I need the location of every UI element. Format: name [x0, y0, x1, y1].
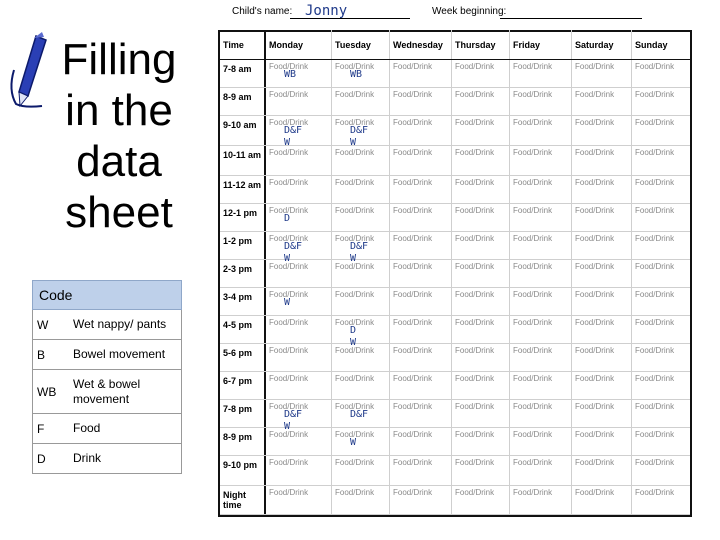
food-drink-cell[interactable]: Food/Drink — [635, 374, 675, 383]
time-slot-label: 11-12 am — [220, 176, 266, 203]
handwritten-entry: D&F — [350, 241, 369, 252]
food-drink-cell[interactable]: Food/Drink — [266, 88, 332, 115]
food-drink-cell[interactable]: Food/Drink — [332, 176, 390, 203]
food-drink-cell[interactable]: Food/Drink — [635, 346, 675, 355]
handwritten-entry: D&F — [350, 409, 369, 420]
food-drink-cell[interactable]: Food/Drink — [452, 116, 510, 145]
code-row — [32, 444, 182, 474]
food-drink-cell[interactable]: Food/Drink — [510, 60, 572, 87]
food-drink-cell[interactable]: Food/Drink — [572, 316, 632, 343]
food-drink-cell[interactable]: Food/Drink — [635, 206, 675, 215]
child-name-label: Child's name: — [232, 6, 293, 17]
handwritten-entry: D — [350, 325, 357, 336]
time-slot-label: 2-3 pm — [220, 260, 266, 287]
food-drink-cell[interactable]: Food/Drink — [390, 146, 452, 175]
food-drink-cell[interactable]: Food/Drink — [572, 486, 632, 514]
code-key: W — [37, 317, 49, 332]
slide-title — [50, 34, 188, 238]
food-drink-cell[interactable]: Food/Drink — [510, 372, 572, 399]
food-drink-cell[interactable]: Food/Drink — [572, 232, 632, 259]
food-drink-cell[interactable]: Food/Drink — [332, 372, 390, 399]
column-header-saturday: Saturday — [572, 30, 632, 59]
code-key: F — [37, 421, 45, 436]
food-drink-cell[interactable]: Food/Drink — [635, 234, 675, 243]
handwritten-entry: W — [284, 421, 291, 432]
title-line: sheet — [65, 188, 173, 237]
title-line: in the — [65, 86, 173, 135]
food-drink-cell[interactable]: Food/Drink — [266, 288, 332, 315]
food-drink-cell[interactable]: Food/Drink — [510, 176, 572, 203]
food-drink-cell[interactable]: Food/Drink — [452, 232, 510, 259]
food-drink-cell[interactable]: Food/Drink — [635, 62, 675, 71]
food-drink-cell[interactable]: Food/Drink — [266, 260, 332, 287]
food-drink-cell[interactable]: Food/Drink — [510, 288, 572, 315]
time-slot-label: 6-7 pm — [220, 372, 266, 399]
food-drink-cell[interactable]: Food/Drink — [572, 60, 632, 87]
food-drink-cell[interactable]: Food/Drink — [332, 116, 390, 145]
column-header-thursday: Thursday — [452, 30, 510, 59]
time-slot-label: 1-2 pm — [220, 232, 266, 259]
column-header-sunday: Sunday — [635, 40, 668, 50]
food-drink-cell[interactable]: Food/Drink — [635, 262, 675, 271]
food-drink-cell[interactable]: Food/Drink — [572, 204, 632, 231]
food-drink-cell[interactable]: Food/Drink — [572, 428, 632, 455]
code-key: D — [37, 451, 46, 466]
handwritten-entry: W — [350, 437, 357, 448]
handwritten-entry: W — [284, 137, 291, 148]
column-header-time: Time — [220, 30, 266, 59]
table-row — [220, 204, 690, 232]
food-drink-cell[interactable]: Food/Drink — [266, 372, 332, 399]
food-drink-cell[interactable]: Food/Drink — [332, 456, 390, 485]
food-drink-cell[interactable]: Food/Drink — [510, 400, 572, 427]
food-drink-cell[interactable]: Food/Drink — [572, 260, 632, 287]
food-drink-cell[interactable]: Food/Drink — [452, 372, 510, 399]
handwritten-entry: W — [284, 253, 291, 264]
handwritten-entry: W — [284, 297, 291, 308]
food-drink-cell[interactable]: Food/Drink — [332, 204, 390, 231]
table-row — [220, 260, 690, 288]
food-drink-cell[interactable]: Food/Drink — [635, 402, 675, 411]
food-drink-cell[interactable]: Food/Drink — [266, 428, 332, 455]
code-legend-header: Code — [32, 280, 182, 310]
time-slot-label: 10-11 am — [220, 146, 266, 175]
food-drink-cell[interactable]: Food/Drink — [635, 118, 675, 127]
food-drink-cell[interactable]: Food/Drink — [635, 290, 675, 299]
food-drink-cell[interactable]: Food/Drink — [452, 204, 510, 231]
handwritten-entry: W — [350, 137, 357, 148]
time-slot-label: 3-4 pm — [220, 288, 266, 315]
food-drink-cell[interactable]: Food/Drink — [390, 60, 452, 87]
food-drink-cell[interactable]: Food/Drink — [572, 176, 632, 203]
food-drink-cell[interactable]: Food/Drink — [635, 430, 675, 439]
time-slot-label: 8-9 am — [220, 88, 266, 115]
food-drink-cell[interactable]: Food/Drink — [510, 344, 572, 371]
handwritten-entry: W — [350, 253, 357, 264]
food-drink-cell[interactable]: Food/Drink — [332, 232, 390, 259]
food-drink-cell[interactable]: Food/Drink — [572, 456, 632, 485]
food-drink-cell[interactable]: Food/Drink — [510, 260, 572, 287]
code-legend-table — [32, 280, 182, 474]
food-drink-cell[interactable]: Food/Drink — [332, 428, 390, 455]
food-drink-cell[interactable]: Food/Drink — [266, 344, 332, 371]
food-drink-cell[interactable]: Food/Drink — [390, 344, 452, 371]
code-row — [32, 370, 182, 414]
food-drink-cell[interactable]: Food/Drink — [452, 60, 510, 87]
sheet-header-row — [220, 30, 690, 60]
food-drink-cell[interactable]: Food/Drink — [390, 428, 452, 455]
handwritten-entry: D&F — [284, 241, 303, 252]
food-drink-cell[interactable]: Food/Drink — [510, 316, 572, 343]
table-row — [220, 456, 690, 486]
table-row — [220, 146, 690, 176]
food-drink-cell[interactable]: Food/Drink — [452, 316, 510, 343]
food-drink-cell[interactable]: Food/Drink — [572, 288, 632, 315]
code-meaning: Wet & bowel movement — [73, 376, 141, 406]
table-row — [220, 428, 690, 456]
code-meaning: Bowel movement — [73, 347, 166, 361]
food-drink-cell[interactable]: Food/Drink — [266, 486, 332, 514]
food-drink-cell[interactable]: Food/Drink — [452, 456, 510, 485]
code-key: WB — [37, 384, 57, 399]
food-drink-cell[interactable]: Food/Drink — [266, 116, 332, 145]
food-drink-cell[interactable]: Food/Drink — [572, 116, 632, 145]
table-row — [220, 344, 690, 372]
food-drink-cell[interactable]: Food/Drink — [510, 232, 572, 259]
data-sheet-table — [218, 30, 692, 517]
food-drink-cell[interactable]: Food/Drink — [390, 456, 452, 485]
table-row — [220, 288, 690, 316]
food-drink-cell[interactable]: Food/Drink — [390, 372, 452, 399]
food-drink-cell[interactable]: Food/Drink — [266, 316, 332, 343]
food-drink-cell[interactable]: Food/Drink — [390, 232, 452, 259]
food-drink-cell[interactable]: Food/Drink — [572, 400, 632, 427]
title-line: Filling — [61, 35, 177, 84]
food-drink-cell[interactable]: Food/Drink — [266, 400, 332, 427]
food-drink-cell[interactable]: Food/Drink — [266, 204, 332, 231]
food-drink-cell[interactable]: Food/Drink — [332, 486, 390, 514]
column-header-friday: Friday — [510, 30, 572, 59]
table-row — [220, 88, 690, 116]
pen-icon — [6, 30, 52, 110]
food-drink-cell[interactable]: Food/Drink — [332, 344, 390, 371]
time-slot-label: 5-6 pm — [220, 344, 266, 371]
food-drink-cell[interactable]: Food/Drink — [266, 60, 332, 87]
food-drink-cell[interactable]: Food/Drink — [510, 116, 572, 145]
food-drink-cell[interactable]: Food/Drink — [390, 176, 452, 203]
column-header-monday: Monday — [266, 30, 332, 59]
code-row — [32, 340, 182, 370]
food-drink-cell[interactable]: Food/Drink — [452, 344, 510, 371]
food-drink-cell[interactable]: Food/Drink — [510, 486, 572, 514]
food-drink-cell[interactable]: Food/Drink — [452, 428, 510, 455]
code-meaning: Drink — [73, 451, 102, 465]
time-slot-label: 8-9 pm — [220, 428, 266, 455]
food-drink-cell[interactable]: Food/Drink — [266, 232, 332, 259]
food-drink-cell[interactable]: Food/Drink — [332, 146, 390, 175]
time-slot-label: Night time — [220, 486, 266, 514]
food-drink-cell[interactable]: Food/Drink — [635, 90, 675, 99]
code-meaning: Wet nappy/ pants — [73, 317, 167, 331]
food-drink-cell[interactable]: Food/Drink — [452, 88, 510, 115]
food-drink-cell[interactable]: Food/Drink — [635, 178, 675, 187]
time-slot-label: 12-1 pm — [220, 204, 266, 231]
time-slot-label: 7-8 pm — [220, 400, 266, 427]
food-drink-cell[interactable]: Food/Drink — [510, 146, 572, 175]
food-drink-cell[interactable]: Food/Drink — [635, 318, 675, 327]
food-drink-cell[interactable]: Food/Drink — [390, 204, 452, 231]
handwritten-entry: WB — [284, 69, 297, 80]
food-drink-cell[interactable]: Food/Drink — [510, 204, 572, 231]
food-drink-cell[interactable]: Food/Drink — [332, 400, 390, 427]
week-beginning-line — [500, 18, 642, 19]
food-drink-cell[interactable]: Food/Drink — [390, 116, 452, 145]
title-line: data — [76, 137, 162, 186]
table-row — [220, 316, 690, 344]
week-beginning-label: Week beginning: — [432, 6, 507, 17]
food-drink-cell[interactable]: Food/Drink — [332, 288, 390, 315]
column-header-tuesday: Tuesday — [332, 30, 390, 59]
food-drink-cell[interactable]: Food/Drink — [452, 146, 510, 175]
food-drink-cell[interactable]: Food/Drink — [390, 400, 452, 427]
handwritten-entry: D&F — [284, 409, 303, 420]
table-row — [220, 372, 690, 400]
handwritten-entry: D&F — [284, 125, 303, 136]
handwritten-entry: WB — [350, 69, 363, 80]
food-drink-cell[interactable]: Food/Drink — [266, 146, 332, 175]
code-row — [32, 414, 182, 444]
food-drink-cell[interactable]: Food/Drink — [635, 458, 675, 467]
food-drink-cell[interactable]: Food/Drink — [266, 176, 332, 203]
handwritten-entry: D — [284, 213, 291, 224]
food-drink-cell[interactable]: Food/Drink — [452, 176, 510, 203]
food-drink-cell[interactable]: Food/Drink — [390, 260, 452, 287]
food-drink-cell[interactable]: Food/Drink — [452, 260, 510, 287]
food-drink-cell[interactable]: Food/Drink — [572, 146, 632, 175]
food-drink-cell[interactable]: Food/Drink — [332, 260, 390, 287]
time-slot-label: 7-8 am — [220, 60, 266, 87]
column-header-wednesday: Wednesday — [390, 30, 452, 59]
food-drink-cell[interactable]: Food/Drink — [635, 488, 675, 497]
food-drink-cell[interactable]: Food/Drink — [390, 88, 452, 115]
table-row — [220, 176, 690, 204]
food-drink-cell[interactable]: Food/Drink — [390, 288, 452, 315]
food-drink-cell[interactable]: Food/Drink — [572, 88, 632, 115]
time-slot-label: 9-10 pm — [220, 456, 266, 485]
child-name-value: Jonny — [305, 3, 348, 19]
food-drink-cell[interactable]: Food/Drink — [266, 456, 332, 485]
table-row — [220, 486, 690, 515]
food-drink-cell[interactable]: Food/Drink — [332, 60, 390, 87]
code-key: B — [37, 347, 46, 362]
food-drink-cell[interactable]: Food/Drink — [332, 316, 390, 343]
food-drink-cell[interactable]: Food/Drink — [635, 148, 675, 157]
food-drink-cell[interactable]: Food/Drink — [572, 372, 632, 399]
food-drink-cell[interactable]: Food/Drink — [452, 288, 510, 315]
food-drink-cell[interactable]: Food/Drink — [510, 456, 572, 485]
time-slot-label: 9-10 am — [220, 116, 266, 145]
time-slot-label: 4-5 pm — [220, 316, 266, 343]
code-row — [32, 310, 182, 340]
food-drink-cell[interactable]: Food/Drink — [452, 400, 510, 427]
handwritten-entry: W — [350, 337, 357, 348]
food-drink-cell[interactable]: Food/Drink — [510, 88, 572, 115]
food-drink-cell[interactable]: Food/Drink — [390, 486, 452, 514]
food-drink-cell[interactable]: Food/Drink — [572, 344, 632, 371]
food-drink-cell[interactable]: Food/Drink — [452, 486, 510, 514]
food-drink-cell[interactable]: Food/Drink — [510, 428, 572, 455]
handwritten-entry: D&F — [350, 125, 369, 136]
code-meaning: Food — [73, 421, 101, 435]
food-drink-cell[interactable]: Food/Drink — [332, 88, 390, 115]
food-drink-cell[interactable]: Food/Drink — [390, 316, 452, 343]
